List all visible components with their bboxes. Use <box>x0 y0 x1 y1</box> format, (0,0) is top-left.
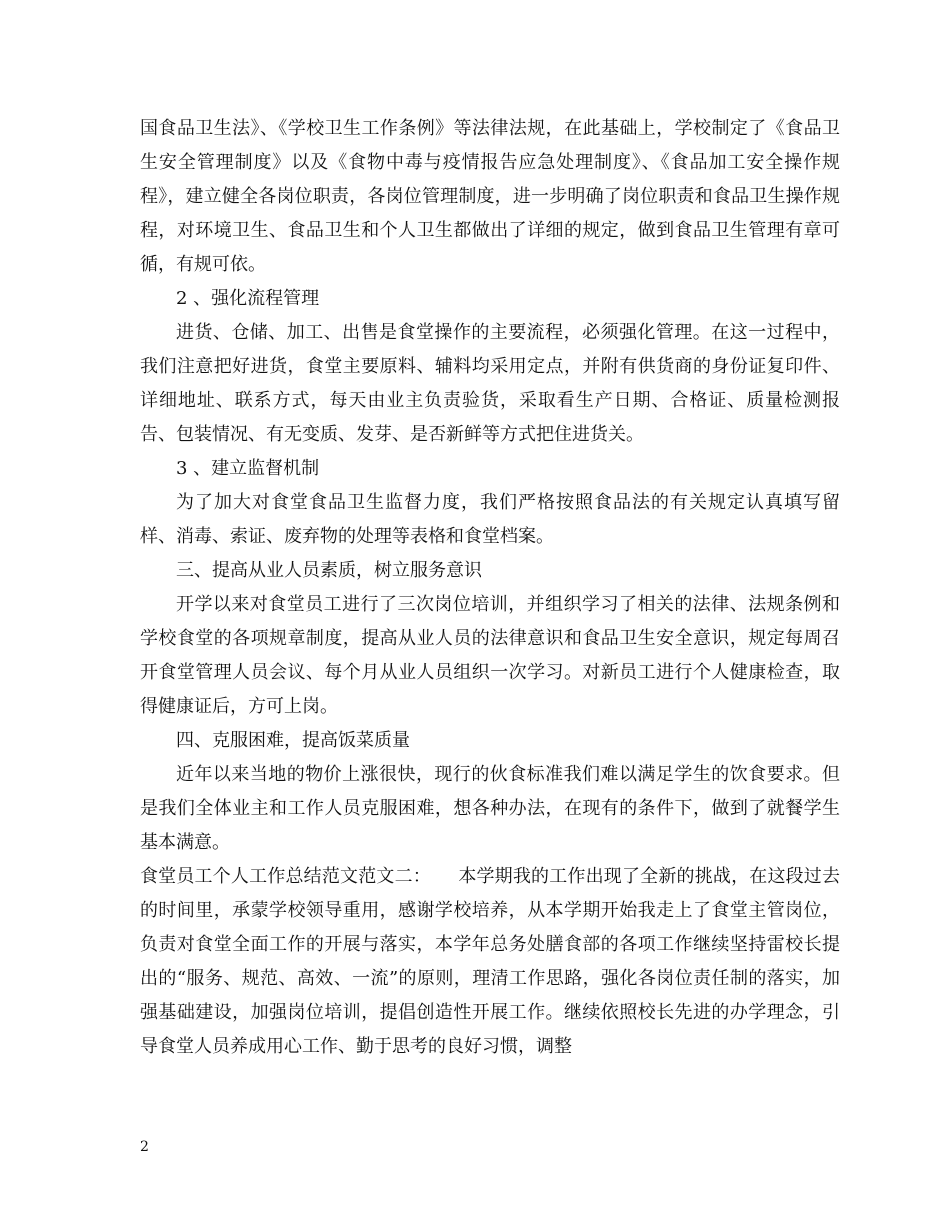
section-heading: 3 、建立监督机制 <box>176 458 320 479</box>
section-heading: 2 、强化流程管理 <box>176 288 320 309</box>
paragraph: 食堂员工个人工作总结范文范文二： 本学期我的工作出现了全新的挑战，在这段过去的时间里，承蒙学校领导重用，感谢学校培养，从本学期开始我走上了食堂主管岗位，负责对食堂全面工作的开展与落实，本学年总务处膳食部的各项工作继续坚持雷校长提出的“服务、规范、高效、一流”的原则，理清工作思路，强化各岗位责任制的落实，加强基础建设，加强岗位培训，提倡创造性开展工作。继续依照校长先进的办学理念，引导食堂人员养成用心工作、勤于思考的良好习惯，调整 <box>140 866 840 1057</box>
section-heading: 三、提高从业人员素质，树立服务意识 <box>176 560 482 581</box>
document-body <box>140 112 840 1064</box>
page-number: 2 <box>140 1139 149 1155</box>
section-heading: 四、克服困难，提高饭菜质量 <box>176 730 410 751</box>
paragraph: 近年以来当地的物价上涨很快，现行的伙食标准我们难以满足学生的饮食要求。但是我们全体业主和工作人员克服困难，想各种办法，在现有的条件下，做到了就餐学生基本满意。 <box>140 764 840 853</box>
paragraph: 为了加大对食堂食品卫生监督力度，我们严格按照食品法的有关规定认真填写留样、消毒、索证、废弃物的处理等表格和食堂档案。 <box>140 492 840 547</box>
paragraph: 开学以来对食堂员工进行了三次岗位培训，并组织学习了相关的法律、法规条例和学校食堂的各项规章制度，提高从业人员的法律意识和食品卫生安全意识，规定每周召开食堂管理人员会议、每个月从业人员组织一次学习。对新员工进行个人健康检查，取得健康证后，方可上岗。 <box>140 594 840 717</box>
paragraph: 国食品卫生法》、《学校卫生工作条例》等法律法规，在此基础上，学校制定了《食品卫生安全管理制度》以及《食物中毒与疫情报告应急处理制度》、《食品加工安全操作规程》，建立健全各岗位职责，各岗位管理制度，进一步明确了岗位职责和食品卫生操作规程，对环境卫生、食品卫生和个人卫生都做出了详细的规定，做到食品卫生管理有章可循，有规可依。 <box>140 118 840 275</box>
paragraph: 进货、仓储、加工、出售是食堂操作的主要流程，必须强化管理。在这一过程中，我们注意把好进货，食堂主要原料、辅料均采用定点，并附有供货商的身份证复印件、详细地址、联系方式，每天由业主负责验货，采取看生产日期、合格证、质量检测报告、包装情况、有无变质、发芽、是否新鲜等方式把住进货关。 <box>140 322 840 445</box>
